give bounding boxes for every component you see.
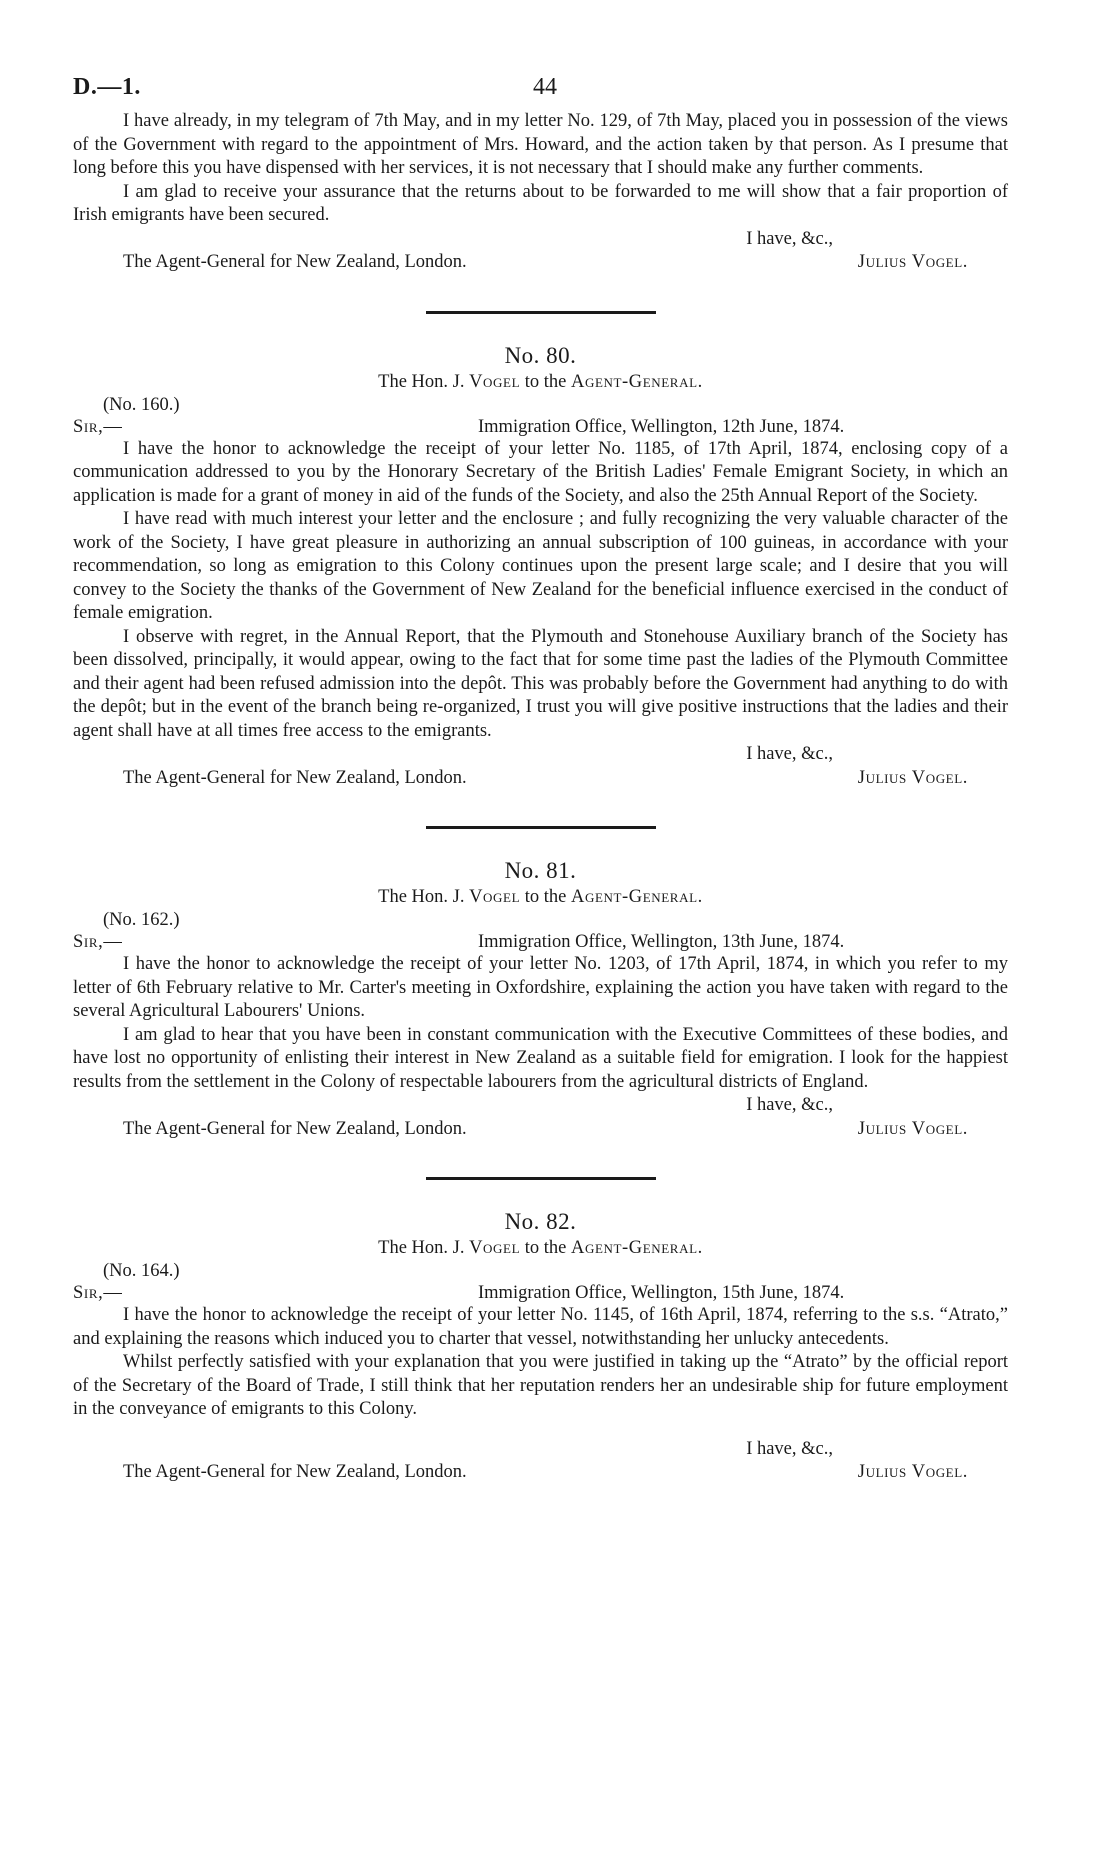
paragraph: I am glad to receive your assurance that the returns about to be forwarded to me will show that a fair proportion of Irish emigrants have been secured.: [73, 181, 1008, 225]
place-date: Immigration Office, Wellington, 15th June, 1874.: [478, 1283, 845, 1303]
document-page: [73, 70, 1008, 1485]
letter-no-80: [73, 342, 1008, 791]
paragraph: Whilst perfectly satisfied with your explanation that you were justified in taking up the “Atrato” by the official report of the Secretary of the Board of Trade, I still think that her reputation renders her an undesirable ship for future employment in the conveyance of emigrants to this Colony.: [73, 1352, 1008, 1419]
heading-mid: to the: [524, 887, 567, 907]
closing: I have, &c.,: [746, 1438, 833, 1459]
signature-row: [73, 1118, 1008, 1142]
heading-sender: Vogel: [469, 887, 521, 907]
page-reference: D.—1.: [73, 74, 141, 100]
intro-letter-continuation: [73, 110, 1008, 275]
letter-heading: [73, 1236, 1008, 1260]
salutation: Sir,—: [73, 1283, 123, 1303]
reference-number: (No. 160.): [103, 394, 180, 415]
signature-row: [73, 767, 1008, 791]
signature: Julius Vogel.: [857, 252, 968, 272]
heading-recipient: Agent-General.: [571, 1238, 703, 1258]
heading-mid: to the: [524, 1238, 567, 1258]
page-header: [73, 70, 1008, 110]
heading-mid: to the: [524, 371, 567, 392]
letter-number: No. 80.: [504, 342, 577, 368]
reference-number: (No. 164.): [103, 1261, 180, 1281]
signature: Julius Vogel.: [857, 1118, 968, 1139]
heading-prefix: The Hon. J.: [378, 371, 465, 392]
heading-sender: Vogel: [469, 1238, 521, 1258]
addressee: The Agent-General for New Zealand, London.: [123, 1462, 467, 1482]
page-number: 44: [533, 74, 557, 100]
paragraph: I have the honor to acknowledge the receipt of your letter No. 1203, of 17th April, 1874, in which you refer to my letter of 6th February relative to Mr. Carter's meeting in Oxfordshire, explaining the action you have taken with regard to the several Agricultural Labourers' Unions.: [73, 954, 1008, 1021]
paragraph: I observe with regret, in the Annual Report, that the Plymouth and Stonehouse Auxiliary branch of the Society has been dissolved, principally, it would appear, owing to the fact that for some time past the ladies of the Plymouth Committee and their agent had been refused admission into the depôt. This was probably before the Government had anything to do with the depôt; but in the event of the branch being re-organized, I trust you will give positive instructions that the ladies and their agent shall have at all times free access to the emigrants.: [73, 626, 1008, 741]
paragraph: I have already, in my telegram of 7th May, and in my letter No. 129, of 7th May, placed you in possession of the views of the Government with regard to the appointment of Mrs. Howard, and the action taken by that person. As I presume that long before this you have dispensed with her services, it is not necessary that I should make any further comments.: [73, 111, 1008, 178]
addressee: The Agent-General for New Zealand, London.: [123, 767, 467, 788]
addressee: The Agent-General for New Zealand, London.: [123, 1118, 467, 1139]
letter-no-82: [73, 1208, 1008, 1485]
signature-row: [73, 251, 1008, 275]
closing: I have, &c.,: [746, 228, 833, 249]
heading-recipient: Agent-General.: [571, 887, 703, 907]
heading-prefix: The Hon. J.: [378, 887, 465, 907]
place-date: Immigration Office, Wellington, 13th June, 1874.: [478, 932, 845, 952]
paragraph: I am glad to hear that you have been in constant communication with the Executive Committees of these bodies, and have lost no opportunity of enlisting their interest in New Zealand as a suitable field for emigration. I look for the happiest results from the settlement in the Colony of respectable labourers from the agricultural districts of England.: [73, 1024, 1008, 1092]
paragraph: I have read with much interest your letter and the enclosure ; and fully recognizing the very valuable character of the work of the Society, I have great pleasure in authorizing an annual subscription of 100 guineas, in accordance with your recommendation, so long as emigration to this Colony continues upon the present large scale; and I desire that you will convey to the Society the thanks of the Government of New Zealand for the beneficial influence exercised in the conduct of female emigration.: [73, 509, 1008, 623]
heading-prefix: The Hon. J.: [378, 1238, 465, 1258]
closing: I have, &c.,: [746, 1095, 833, 1115]
letter-heading: [73, 370, 1008, 394]
reference-number: (No. 162.): [103, 910, 180, 930]
salutation: Sir,—: [73, 416, 123, 437]
signature: Julius Vogel.: [857, 767, 968, 788]
letter-number: No. 82.: [504, 1209, 577, 1234]
place-date: Immigration Office, Wellington, 12th June, 1874.: [478, 416, 845, 437]
salutation-row: [73, 416, 1008, 438]
signature-row: [73, 1461, 1008, 1485]
letter-heading: [73, 885, 1008, 909]
heading-sender: Vogel: [469, 371, 521, 392]
paragraph: I have the honor to acknowledge the receipt of your letter No. 1145, of 16th April, 1874, referring to the s.s. “Atrato,” and explaining the reasons which induced you to charter that vessel, notwithstanding her unlucky antecedents.: [73, 1305, 1008, 1349]
salutation-row: [73, 931, 1008, 953]
signature: Julius Vogel.: [857, 1462, 968, 1482]
letter-no-81: [73, 857, 1008, 1141]
closing: I have, &c.,: [746, 744, 833, 764]
addressee: The Agent-General for New Zealand, London.: [123, 252, 467, 272]
salutation-row: [73, 1282, 1008, 1304]
paragraph: I have the honor to acknowledge the receipt of your letter No. 1185, of 17th April, 1874, enclosing copy of a communication addressed to you by the Honorary Secretary of the British Ladies' Female Emigrant Society, in which an application is made for a grant of money in aid of the funds of the Society, and also the 25th Annual Report of the Society.: [73, 438, 1008, 506]
letter-number: No. 81.: [504, 858, 577, 883]
salutation: Sir,—: [73, 932, 123, 952]
heading-recipient: Agent-General.: [571, 371, 703, 392]
